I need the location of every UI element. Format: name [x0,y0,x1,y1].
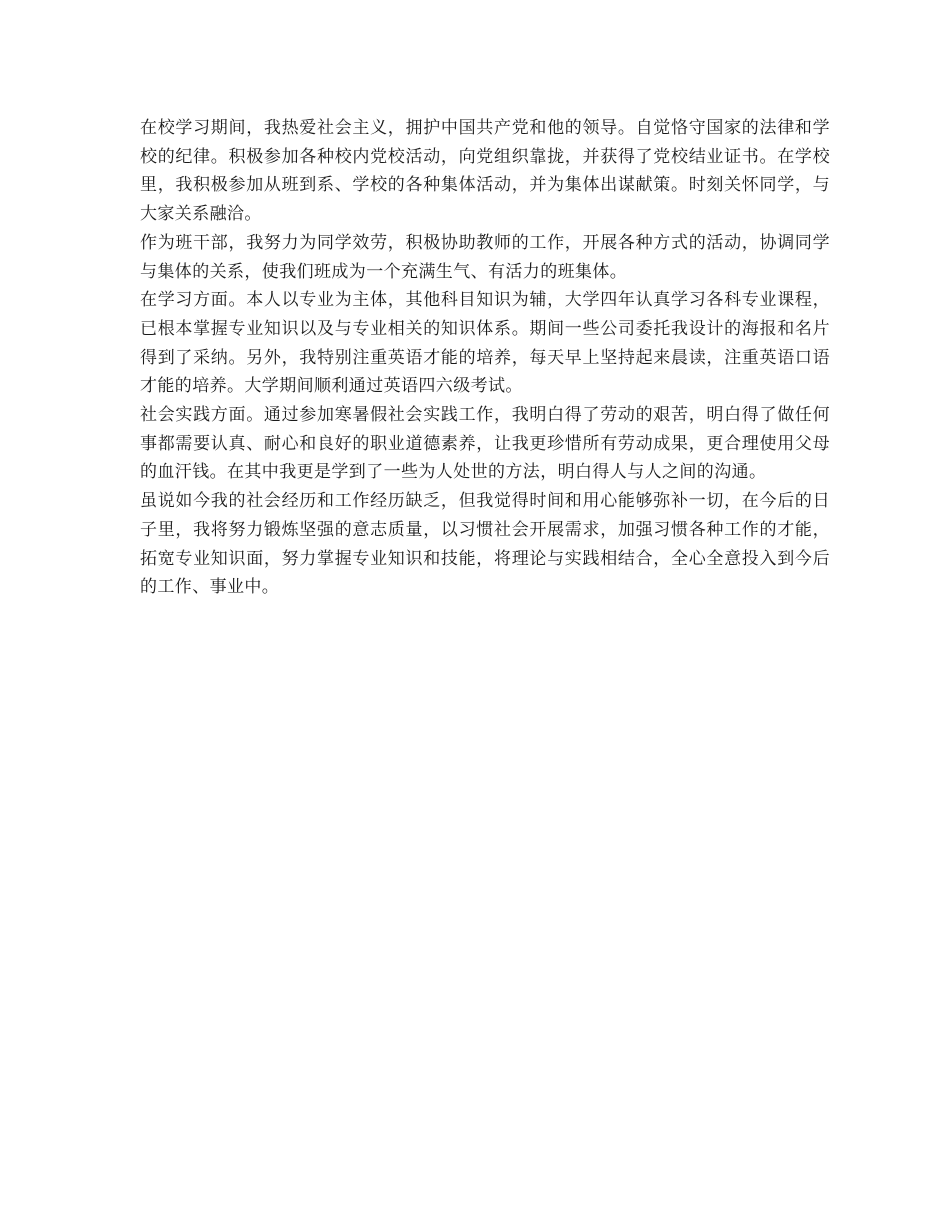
paragraph-future-outlook: 虽说如今我的社会经历和工作经历缺乏，但我觉得时间和用心能够弥补一切，在今后的日子里，我将努力锻炼坚强的意志质量，以习惯社会开展需求，加强习惯各种工作的才能，拓宽专业知识面，努力掌握专业知识和技能，将理论与实践相结合，全心全意投入到今后的工作、事业中。 [140,491,830,598]
paragraph-social-practice: 社会实践方面。通过参加寒暑假社会实践工作，我明白得了劳动的艰苦，明白得了做任何事都需要认真、耐心和良好的职业道德素养，让我更珍惜所有劳动成果，更合理使用父母的血汗钱。在其中我更是学到了一些为人处世的方法，明白得人与人之间的沟通。 [140,405,830,483]
paragraph-political-study: 在校学习期间，我热爱社会主义，拥护中国共产党和他的领导。自觉恪守国家的法律和学校的纪律。积极参加各种校内党校活动，向党组织靠拢，并获得了党校结业证书。在学校里，我积极参加从班到系、学校的各种集体活动，并为集体出谋献策。时刻关怀同学，与大家关系融洽。 [140,118,830,225]
paragraph-class-cadre: 作为班干部，我努力为同学效劳，积极协助教师的工作，开展各种方式的活动，协调同学与集体的关系，使我们班成为一个充满生气、有活力的班集体。 [140,232,830,282]
paragraph-academic-study: 在学习方面。本人以专业为主体，其他科目知识为辅，大学四年认真学习各科专业课程，已根本掌握专业知识以及与专业相关的知识体系。期间一些公司委托我设计的海报和名片得到了采纳。另外，我特别注重英语才能的培养，每天早上坚持起来晨读，注重英语口语才能的培养。大学期间顺利通过英语四六级考试。 [140,290,830,397]
document-body [140,114,830,602]
